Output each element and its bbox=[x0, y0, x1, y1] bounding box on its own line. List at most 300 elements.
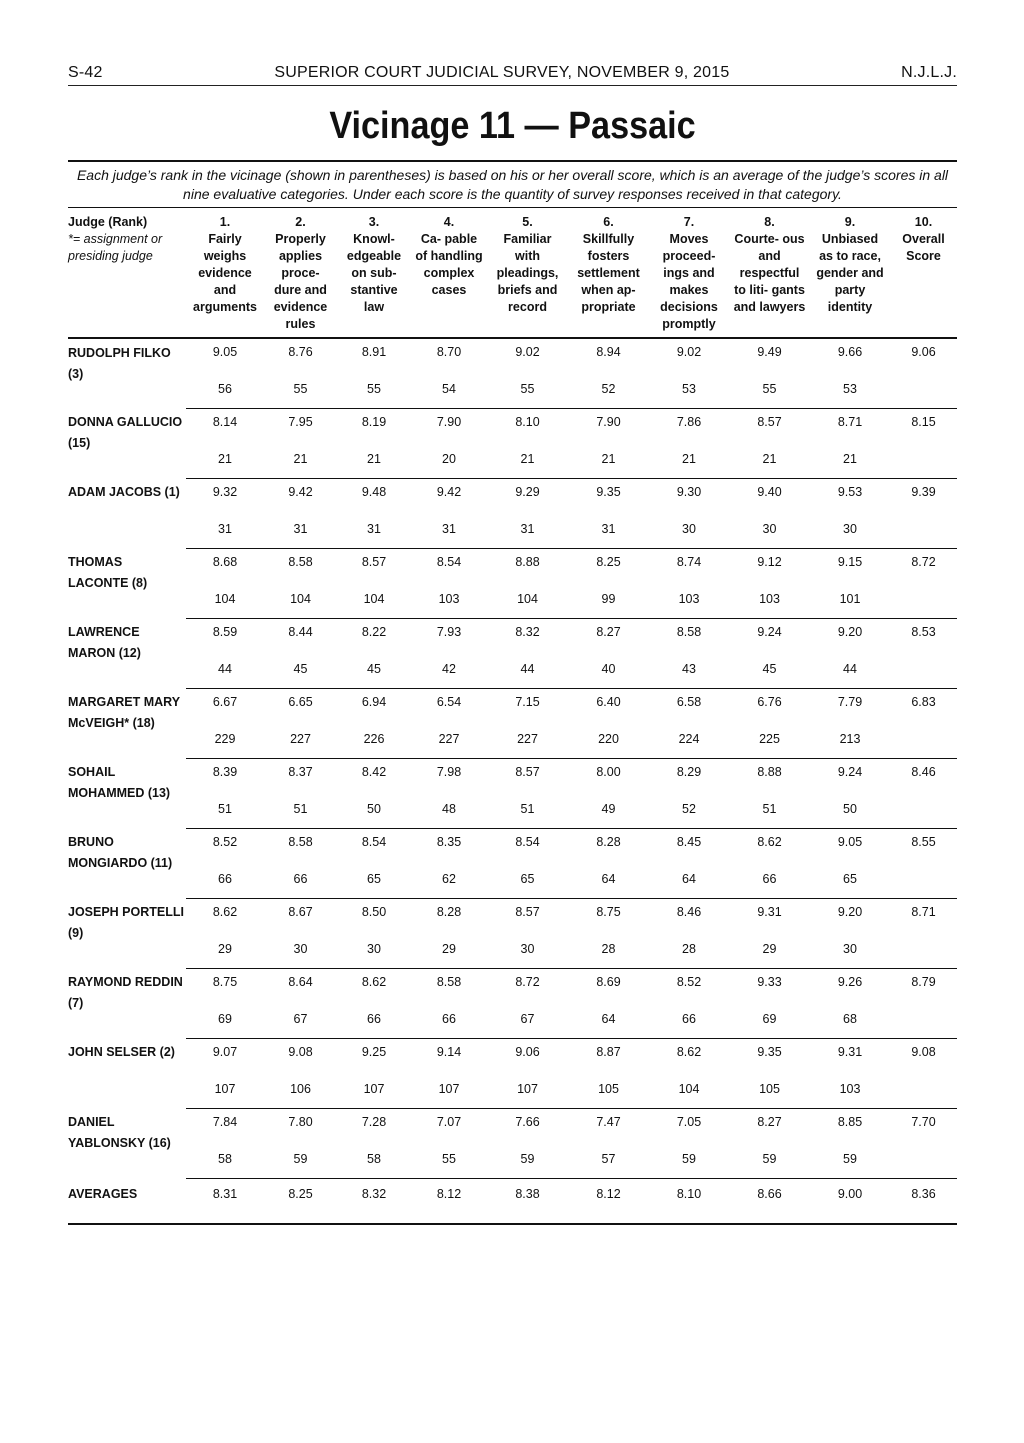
response-count-cell: 30 bbox=[264, 942, 337, 968]
response-count-cell: 31 bbox=[487, 522, 568, 548]
response-count-cell: 66 bbox=[264, 872, 337, 898]
table-row bbox=[68, 408, 957, 452]
response-count-cell: 103 bbox=[729, 592, 810, 618]
score-cell: 8.35 bbox=[436, 834, 462, 849]
column-number: 4. bbox=[443, 215, 455, 229]
response-count-cell: 57 bbox=[568, 1152, 649, 1178]
score-cell: 8.62 bbox=[676, 1044, 702, 1059]
average-cell: 8.25 bbox=[264, 1178, 337, 1224]
average-cell: 8.31 bbox=[186, 1178, 264, 1224]
response-count-cell: 69 bbox=[186, 1012, 264, 1038]
response-count-cell: 66 bbox=[186, 872, 264, 898]
judge-name: LAWRENCE MARON (12) bbox=[68, 625, 141, 660]
score-cell: 9.29 bbox=[515, 484, 540, 499]
response-count-cell: 66 bbox=[649, 1012, 729, 1038]
table-row bbox=[68, 898, 957, 942]
response-count-cell: 64 bbox=[568, 1012, 649, 1038]
score-cell: 8.75 bbox=[596, 904, 621, 919]
intro-text: Each judge’s rank in the vicinage (shown in parentheses) is based on his or her overall score, which is an average of the judge’s scores in all nine evaluative categories. Under each score is the quantity of survey responses received in that category. bbox=[76, 167, 949, 202]
average-cell: 8.12 bbox=[568, 1178, 649, 1224]
response-count-cell: 31 bbox=[411, 522, 487, 548]
judge-column-header bbox=[68, 208, 186, 338]
averages-row bbox=[68, 1178, 957, 1224]
averages-label: AVERAGES bbox=[68, 1178, 186, 1224]
response-count-cell: 103 bbox=[411, 592, 487, 618]
score-cell: 8.67 bbox=[288, 904, 313, 919]
response-count-cell: 66 bbox=[729, 872, 810, 898]
score-cell: 7.07 bbox=[436, 1114, 462, 1129]
score-cell: 9.49 bbox=[757, 345, 782, 359]
score-cell: 8.00 bbox=[596, 764, 621, 779]
score-cell: 9.05 bbox=[212, 345, 238, 359]
response-count-cell: 104 bbox=[649, 1082, 729, 1108]
score-cell: 8.69 bbox=[596, 974, 621, 989]
score-cell: 8.79 bbox=[911, 974, 936, 989]
score-cell: 9.53 bbox=[837, 484, 863, 499]
table-row bbox=[68, 338, 957, 382]
response-count-row bbox=[68, 592, 957, 618]
score-cell: 8.15 bbox=[911, 414, 936, 429]
page-number: S-42 bbox=[68, 64, 103, 81]
score-cell: 9.06 bbox=[515, 1044, 540, 1059]
table-row bbox=[68, 688, 957, 732]
response-count-cell: 59 bbox=[729, 1152, 810, 1178]
judge-name: MARGARET MARY McVEIGH* (18) bbox=[68, 695, 180, 730]
table-body bbox=[68, 338, 957, 1224]
column-header-3 bbox=[337, 208, 411, 338]
response-count-cell: 65 bbox=[487, 872, 568, 898]
score-cell: 6.83 bbox=[911, 694, 936, 709]
response-count-cell: 30 bbox=[649, 522, 729, 548]
score-cell: 8.46 bbox=[676, 904, 702, 919]
score-cell: 7.79 bbox=[837, 694, 863, 709]
score-cell: 8.52 bbox=[676, 974, 702, 989]
score-cell: 8.52 bbox=[212, 834, 238, 849]
response-count-cell: 227 bbox=[411, 732, 487, 758]
column-header-5 bbox=[487, 208, 568, 338]
response-count-row bbox=[68, 522, 957, 548]
column-label: Knowl- edgeable on sub- stantive law bbox=[346, 232, 402, 314]
average-cell: 8.12 bbox=[411, 1178, 487, 1224]
response-count-cell: 59 bbox=[487, 1152, 568, 1178]
column-number: 3. bbox=[368, 215, 380, 229]
score-cell: 8.70 bbox=[436, 345, 462, 359]
response-count-cell: 224 bbox=[649, 732, 729, 758]
response-count-cell bbox=[890, 452, 957, 478]
score-cell: 8.14 bbox=[212, 414, 238, 429]
response-count-cell: 58 bbox=[186, 1152, 264, 1178]
column-header-9 bbox=[810, 208, 890, 338]
score-cell: 9.12 bbox=[757, 554, 782, 569]
response-count-cell: 55 bbox=[487, 382, 568, 408]
score-cell: 7.95 bbox=[288, 414, 313, 429]
response-count-cell: 21 bbox=[264, 452, 337, 478]
column-number: 5. bbox=[522, 215, 533, 229]
average-cell: 8.32 bbox=[337, 1178, 411, 1224]
score-cell: 8.58 bbox=[288, 554, 313, 569]
score-cell: 8.74 bbox=[676, 554, 702, 569]
score-cell: 8.39 bbox=[212, 764, 238, 779]
response-count-cell: 42 bbox=[411, 662, 487, 688]
column-label: Properly applies proce- dure and evidence rules bbox=[273, 232, 328, 331]
column-header-8 bbox=[729, 208, 810, 338]
score-cell: 6.67 bbox=[212, 694, 238, 709]
score-cell: 7.80 bbox=[288, 1114, 313, 1129]
response-count-cell: 64 bbox=[649, 872, 729, 898]
score-cell: 8.71 bbox=[837, 414, 863, 429]
column-header-1 bbox=[186, 208, 264, 338]
score-cell: 9.02 bbox=[515, 345, 540, 359]
response-count-cell: 21 bbox=[568, 452, 649, 478]
response-count-cell: 53 bbox=[810, 382, 890, 408]
column-header-4 bbox=[411, 208, 487, 338]
response-count-row bbox=[68, 732, 957, 758]
score-cell: 8.10 bbox=[515, 414, 540, 429]
judge-name: THOMAS LACONTE (8) bbox=[68, 555, 148, 590]
response-count-cell: 65 bbox=[337, 872, 411, 898]
table-row bbox=[68, 478, 957, 522]
response-count-cell: 21 bbox=[186, 452, 264, 478]
score-cell: 8.68 bbox=[212, 554, 238, 569]
score-cell: 9.05 bbox=[837, 834, 863, 849]
response-count-cell: 54 bbox=[411, 382, 487, 408]
response-count-cell: 68 bbox=[810, 1012, 890, 1038]
response-count-cell bbox=[890, 872, 957, 898]
response-count-cell: 49 bbox=[568, 802, 649, 828]
table-header-row bbox=[68, 208, 957, 338]
column-number: 8. bbox=[764, 215, 775, 229]
score-cell: 7.66 bbox=[515, 1114, 540, 1129]
response-count-cell: 66 bbox=[411, 1012, 487, 1038]
score-cell: 8.94 bbox=[596, 345, 621, 359]
running-header bbox=[68, 64, 957, 86]
table-row bbox=[68, 758, 957, 802]
column-header-10 bbox=[890, 208, 957, 338]
response-count-cell: 226 bbox=[337, 732, 411, 758]
score-cell: 7.98 bbox=[436, 764, 462, 779]
score-cell: 8.22 bbox=[361, 624, 387, 639]
response-count-cell: 104 bbox=[186, 592, 264, 618]
score-cell: 9.07 bbox=[212, 1044, 238, 1059]
response-count-row bbox=[68, 1152, 957, 1178]
response-count-cell bbox=[890, 382, 957, 408]
response-count-cell: 44 bbox=[487, 662, 568, 688]
score-cell: 8.58 bbox=[676, 624, 702, 639]
score-cell: 7.84 bbox=[212, 1114, 238, 1129]
column-header-7 bbox=[649, 208, 729, 338]
score-cell: 9.15 bbox=[837, 554, 863, 569]
column-label: Moves proceed- ings and makes decisions promptly bbox=[660, 232, 718, 331]
score-cell: 6.76 bbox=[757, 694, 782, 709]
response-count-cell: 101 bbox=[810, 592, 890, 618]
score-cell: 8.62 bbox=[212, 904, 238, 919]
response-count-cell: 69 bbox=[729, 1012, 810, 1038]
response-count-cell: 50 bbox=[337, 802, 411, 828]
response-count-cell: 29 bbox=[411, 942, 487, 968]
score-cell: 9.31 bbox=[837, 1044, 863, 1059]
response-count-cell: 103 bbox=[810, 1082, 890, 1108]
score-cell: 9.08 bbox=[288, 1044, 313, 1059]
response-count-cell: 45 bbox=[337, 662, 411, 688]
score-cell: 8.62 bbox=[361, 974, 387, 989]
response-count-cell: 104 bbox=[337, 592, 411, 618]
average-cell: 8.66 bbox=[729, 1178, 810, 1224]
score-cell: 9.24 bbox=[837, 764, 863, 779]
response-count-cell: 21 bbox=[487, 452, 568, 478]
score-cell: 9.40 bbox=[757, 484, 782, 499]
response-count-cell bbox=[890, 1012, 957, 1038]
response-count-cell: 67 bbox=[264, 1012, 337, 1038]
judge-name: JOSEPH PORTELLI (9) bbox=[68, 905, 184, 940]
average-cell: 9.00 bbox=[810, 1178, 890, 1224]
table-row bbox=[68, 1038, 957, 1082]
score-cell: 8.46 bbox=[911, 764, 936, 779]
score-cell: 8.55 bbox=[911, 834, 936, 849]
score-cell: 9.08 bbox=[911, 1044, 936, 1059]
response-count-cell: 31 bbox=[568, 522, 649, 548]
response-count-cell: 53 bbox=[649, 382, 729, 408]
response-count-cell bbox=[890, 802, 957, 828]
score-cell: 9.24 bbox=[757, 624, 782, 639]
column-number: 2. bbox=[295, 215, 306, 229]
response-count-cell: 21 bbox=[649, 452, 729, 478]
response-count-cell: 31 bbox=[186, 522, 264, 548]
response-count-row bbox=[68, 802, 957, 828]
survey-table bbox=[68, 208, 957, 1225]
score-cell: 7.05 bbox=[676, 1114, 702, 1129]
score-cell: 8.57 bbox=[757, 414, 782, 429]
response-count-row bbox=[68, 452, 957, 478]
response-count-cell: 29 bbox=[186, 942, 264, 968]
judge-name: RUDOLPH FILKO (3) bbox=[68, 346, 171, 381]
response-count-cell: 105 bbox=[568, 1082, 649, 1108]
score-cell: 8.50 bbox=[361, 904, 387, 919]
score-cell: 7.47 bbox=[596, 1114, 621, 1129]
response-count-cell: 21 bbox=[810, 452, 890, 478]
column-number: 10. bbox=[914, 215, 933, 229]
response-count-cell: 30 bbox=[487, 942, 568, 968]
score-cell: 9.02 bbox=[676, 345, 702, 359]
score-cell: 8.64 bbox=[288, 974, 313, 989]
response-count-cell: 105 bbox=[729, 1082, 810, 1108]
response-count-cell: 67 bbox=[487, 1012, 568, 1038]
response-count-cell: 104 bbox=[264, 592, 337, 618]
score-cell: 8.91 bbox=[361, 345, 387, 359]
column-label: Overall Score bbox=[902, 232, 945, 263]
response-count-cell: 30 bbox=[729, 522, 810, 548]
response-count-cell: 31 bbox=[264, 522, 337, 548]
score-cell: 8.25 bbox=[596, 554, 621, 569]
score-cell: 9.25 bbox=[361, 1044, 387, 1059]
response-count-cell: 48 bbox=[411, 802, 487, 828]
score-cell: 7.90 bbox=[436, 414, 462, 429]
response-count-row bbox=[68, 1082, 957, 1108]
column-header-6 bbox=[568, 208, 649, 338]
judge-name: DONNA GALLUCIO (15) bbox=[68, 415, 183, 450]
score-cell: 9.33 bbox=[757, 974, 782, 989]
table-row bbox=[68, 968, 957, 1012]
response-count-cell: 52 bbox=[568, 382, 649, 408]
column-number: 9. bbox=[844, 215, 856, 229]
score-cell: 9.20 bbox=[837, 624, 863, 639]
response-count-cell: 51 bbox=[186, 802, 264, 828]
score-cell: 8.76 bbox=[288, 345, 313, 359]
judge-name: ADAM JACOBS (1) bbox=[68, 485, 180, 499]
score-cell: 9.35 bbox=[757, 1044, 782, 1059]
response-count-cell: 227 bbox=[487, 732, 568, 758]
response-count-cell: 51 bbox=[487, 802, 568, 828]
score-cell: 8.71 bbox=[911, 904, 936, 919]
column-label: Courte- ous and respectful to liti- gants and lawyers bbox=[733, 232, 806, 314]
score-cell: 8.75 bbox=[212, 974, 238, 989]
response-count-cell: 55 bbox=[729, 382, 810, 408]
column-number: 6. bbox=[603, 215, 614, 229]
score-cell: 6.58 bbox=[676, 694, 702, 709]
response-count-cell: 40 bbox=[568, 662, 649, 688]
score-cell: 8.53 bbox=[911, 624, 936, 639]
response-count-cell: 51 bbox=[729, 802, 810, 828]
response-count-cell: 20 bbox=[411, 452, 487, 478]
score-cell: 8.32 bbox=[515, 624, 540, 639]
response-count-cell: 55 bbox=[337, 382, 411, 408]
score-cell: 9.66 bbox=[837, 345, 863, 359]
response-count-cell bbox=[890, 522, 957, 548]
score-cell: 6.94 bbox=[361, 694, 387, 709]
score-cell: 9.42 bbox=[288, 484, 313, 499]
response-count-cell: 107 bbox=[186, 1082, 264, 1108]
column-header-2 bbox=[264, 208, 337, 338]
response-count-cell: 106 bbox=[264, 1082, 337, 1108]
response-count-cell: 43 bbox=[649, 662, 729, 688]
response-count-cell: 104 bbox=[487, 592, 568, 618]
response-count-cell: 45 bbox=[264, 662, 337, 688]
response-count-cell: 28 bbox=[568, 942, 649, 968]
response-count-cell: 52 bbox=[649, 802, 729, 828]
table-row bbox=[68, 618, 957, 662]
column-number: 7. bbox=[683, 215, 695, 229]
response-count-cell: 21 bbox=[729, 452, 810, 478]
judge-name: JOHN SELSER (2) bbox=[68, 1045, 175, 1059]
average-cell: 8.10 bbox=[649, 1178, 729, 1224]
response-count-cell: 58 bbox=[337, 1152, 411, 1178]
column-label: Familiar with pleadings, briefs and record bbox=[496, 232, 559, 314]
score-cell: 6.65 bbox=[288, 694, 313, 709]
response-count-cell: 29 bbox=[729, 942, 810, 968]
score-cell: 8.19 bbox=[361, 414, 387, 429]
score-cell: 9.35 bbox=[596, 484, 621, 499]
score-cell: 9.39 bbox=[911, 484, 936, 499]
score-cell: 8.42 bbox=[361, 764, 387, 779]
score-cell: 8.72 bbox=[515, 974, 540, 989]
response-count-cell: 107 bbox=[411, 1082, 487, 1108]
response-count-cell: 220 bbox=[568, 732, 649, 758]
column-label: Fairly weighs evidence and arguments bbox=[193, 232, 257, 314]
table-row bbox=[68, 548, 957, 592]
response-count-cell: 55 bbox=[264, 382, 337, 408]
score-cell: 7.93 bbox=[436, 624, 462, 639]
score-cell: 8.57 bbox=[515, 764, 540, 779]
score-cell: 9.42 bbox=[436, 484, 462, 499]
response-count-cell: 51 bbox=[264, 802, 337, 828]
response-count-cell: 227 bbox=[264, 732, 337, 758]
response-count-cell: 99 bbox=[568, 592, 649, 618]
score-cell: 8.44 bbox=[288, 624, 313, 639]
response-count-cell: 65 bbox=[810, 872, 890, 898]
response-count-cell: 107 bbox=[487, 1082, 568, 1108]
score-cell: 8.27 bbox=[757, 1114, 782, 1129]
table-row bbox=[68, 828, 957, 872]
score-cell: 8.88 bbox=[757, 764, 782, 779]
page bbox=[68, 64, 957, 1225]
score-cell: 9.30 bbox=[676, 484, 702, 499]
score-cell: 8.54 bbox=[361, 834, 387, 849]
response-count-cell bbox=[890, 1152, 957, 1178]
response-count-row bbox=[68, 382, 957, 408]
score-cell: 8.28 bbox=[596, 834, 621, 849]
response-count-cell: 55 bbox=[411, 1152, 487, 1178]
score-cell: 7.90 bbox=[596, 414, 621, 429]
response-count-cell: 229 bbox=[186, 732, 264, 758]
response-count-cell bbox=[890, 1082, 957, 1108]
column-label: Unbiased as to race, gender and party identity bbox=[816, 232, 884, 314]
score-cell: 7.28 bbox=[361, 1114, 387, 1129]
score-cell: 8.37 bbox=[288, 764, 313, 779]
score-cell: 6.40 bbox=[596, 694, 621, 709]
score-cell: 8.29 bbox=[676, 764, 702, 779]
response-count-cell: 62 bbox=[411, 872, 487, 898]
score-cell: 9.14 bbox=[436, 1044, 462, 1059]
response-count-cell: 64 bbox=[568, 872, 649, 898]
score-cell: 9.32 bbox=[212, 484, 238, 499]
response-count-cell: 30 bbox=[810, 522, 890, 548]
judge-name: BRUNO MONGIARDO (11) bbox=[68, 835, 173, 870]
response-count-row bbox=[68, 662, 957, 688]
response-count-cell: 59 bbox=[264, 1152, 337, 1178]
response-count-cell: 213 bbox=[810, 732, 890, 758]
score-cell: 9.31 bbox=[757, 904, 782, 919]
score-cell: 8.85 bbox=[837, 1114, 863, 1129]
judge-name: RAYMOND REDDIN (7) bbox=[68, 975, 183, 1010]
response-count-cell: 28 bbox=[649, 942, 729, 968]
judge-name: SOHAIL MOHAMMED (13) bbox=[68, 765, 171, 800]
response-count-cell: 44 bbox=[810, 662, 890, 688]
column-label: Skillfully fosters settlement when ap- propriate bbox=[577, 232, 640, 314]
response-count-cell: 30 bbox=[810, 942, 890, 968]
response-count-cell: 59 bbox=[649, 1152, 729, 1178]
score-cell: 9.26 bbox=[837, 974, 863, 989]
response-count-cell: 21 bbox=[337, 452, 411, 478]
score-cell: 8.45 bbox=[676, 834, 702, 849]
score-cell: 7.70 bbox=[911, 1114, 936, 1129]
score-cell: 8.27 bbox=[596, 624, 621, 639]
response-count-cell: 59 bbox=[810, 1152, 890, 1178]
column-label: Ca- pable of handling complex cases bbox=[415, 232, 483, 297]
response-count-cell bbox=[890, 942, 957, 968]
response-count-cell: 31 bbox=[337, 522, 411, 548]
judge-header-label: Judge (Rank) bbox=[68, 215, 148, 229]
response-count-cell: 103 bbox=[649, 592, 729, 618]
score-cell: 9.20 bbox=[837, 904, 863, 919]
score-cell: 8.88 bbox=[515, 554, 540, 569]
response-count-cell: 30 bbox=[337, 942, 411, 968]
score-cell: 8.54 bbox=[515, 834, 540, 849]
score-cell: 7.86 bbox=[676, 414, 702, 429]
response-count-cell: 44 bbox=[186, 662, 264, 688]
judge-header-note: *= assignment or presiding judge bbox=[68, 232, 163, 263]
average-cell: 8.38 bbox=[487, 1178, 568, 1224]
publication-title: SUPERIOR COURT JUDICIAL SURVEY, NOVEMBER 9, 2015 bbox=[274, 64, 730, 81]
response-count-cell: 225 bbox=[729, 732, 810, 758]
